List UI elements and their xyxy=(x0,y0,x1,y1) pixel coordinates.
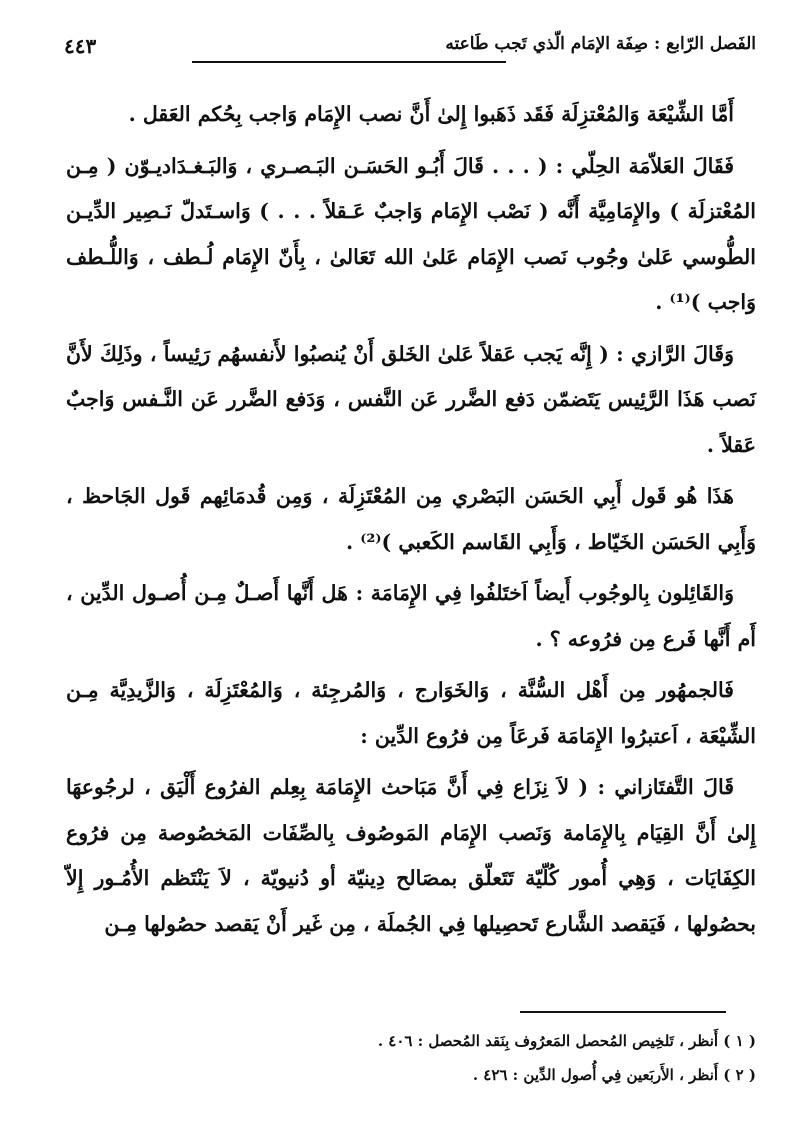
header-rule xyxy=(192,61,506,63)
page-number: ٤٤٣ xyxy=(64,34,97,58)
paragraph: قَالَ التَّفتَازاني : ( لاَ نِزَاع فِي أَنَّ مَبَاحث الإِمَامَة بِعِلم الفرُوع أَلْيَق ، لرجُوعهَا إِلىٰ أَنَّ القِيَام بِالإِمَامة وَنَصب الإِمَام المَوصُوف بِالصِّفَات المَخصُوصة مِن فرُوع الكِفَايَات ، وَهِي أُمور كُلّيّة تَتَعلّق بمصَالح دِينيّة أو دُنيويّة ، لاَ يَنْتَظم الأُمُـور إِلاّ بحصُولها ، فَيَقصد الشَّارع تَحصِيلها فِي الجُملَة ، مِن غَير أَنْ يَقصد حصُولها مِـن xyxy=(66,775,756,936)
paragraph: فَالجمهُور مِن أَهْل السُّنَّة ، وَالخَوَارج ، وَالمُرجِئة ، وَالمُعْتَزِلَة ، وَالزَّيدِيَّة مِـن الشِّيْعَة ، اَعتبرُوا الإِمَامَة فَرعَاً مِن فرُوع الدِّين : xyxy=(66,678,756,748)
running-title: الفَصل الرّابع : صِفَة الإمَام الّذي تَجب طَاعته xyxy=(445,34,756,54)
paragraph: أَمَّا الشِّيْعَة وَالمُعْتزِلَة فَقَد ذَهَبوا إِلىٰ أَنَّ نصب الإِمَام وَاجب بِحُكم العَقل . xyxy=(128,102,734,126)
footnote-rule xyxy=(520,1011,726,1013)
paragraph: فَقَالَ العَلاّمَة الحِلّي : ( . . . قَالَ أَبُـو الحَسَـن البَـصـري ، وَالبَـغـدَاديـوّن ( مِـن المُعْتزلَة ) والإِمَامِيَّة أَنَّه ( نَصْب الإِمَام وَاجبٌ عَـقلاً . . . ) وَاسـتَدلّ نَـصِير الدِّيـن الطُّوسي عَلىٰ وجُوب نَصب الإِمَام عَلىٰ الله تَعَالىٰ ، بِأَنّ الإِمَام لُـطف ، وَاللُّـطف وَاجب )⁽¹⁾ . xyxy=(66,153,756,314)
paragraph: وَقَالَ الرَّازي : ( إِنَّه يَجب عَقلاً عَلىٰ الخَلق أَنْ يُنصبُوا لأَنفسهُم رَئِيساً ، وذَلِكَ لأَنَّ نَصب هَذَا الرَّئِيس يَتَضمّن دَفع الضَّرر عَن النَّفس ، وَدَفع الضَّرر عَن النَّـفس وَاجبٌ عَقلاً . xyxy=(66,341,756,457)
page-header xyxy=(64,30,756,66)
footnote: ( ١ ) أَنظر ، تَلخِيص المُحصل المَعرُوف بِنَقد المُحصل : ٤٠٦ . xyxy=(377,1032,756,1050)
paragraph: وَالقَائِلون بِالوجُوب أَيضاً اَختَلفُوا فِي الإِمَامَة : هَل أَنَّها أَصـلٌ مِـن أُصـول الدِّين ، أَم أَنَّها فَرع مِن فرُوعه ؟ . xyxy=(66,581,756,651)
footnote: ( ٢ ) أَنظر ، الأَربَعين فِي أُصول الدِّين : ٤٢٦ . xyxy=(472,1066,756,1084)
footnotes xyxy=(66,1024,756,1092)
paragraph: هَذَا هُو قَول أَبِي الحَسَن البَصْري مِن المُعْتَزِلَة ، وَمِن قُدمَائِهم قَول الجَاحظ ، وَأَبِي الحَسَن الخَيّاط ، وَأَبِي القَاسم الكَعبي )⁽²⁾ . xyxy=(66,484,756,554)
body-text xyxy=(66,92,756,953)
